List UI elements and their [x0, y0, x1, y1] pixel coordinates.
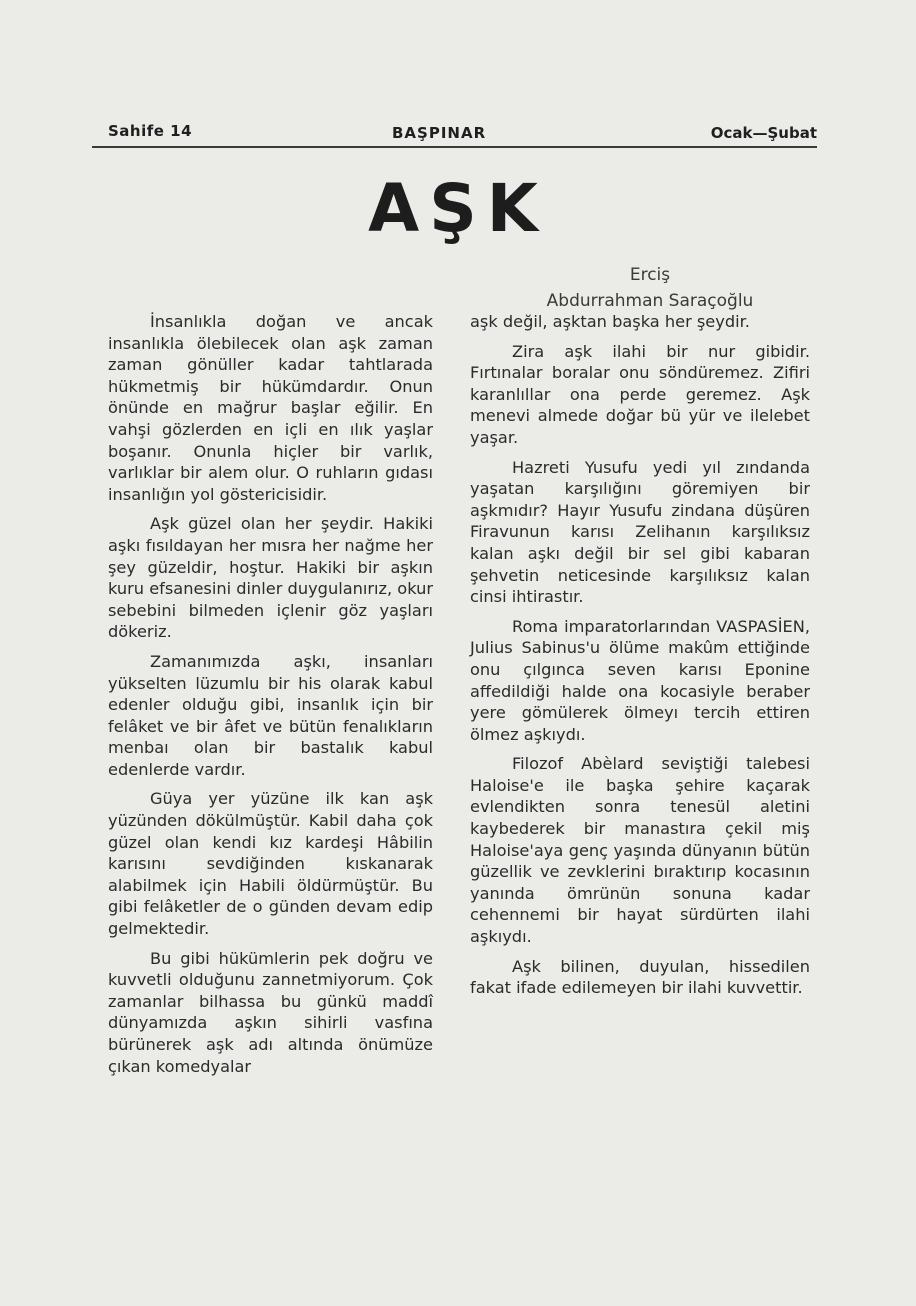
paragraph: İnsanlıkla doğan ve ancak insanlıkla ölebilecek olan aşk zaman zaman gönüller kadar tahtlarada hükmetmiş bir hükümdardır. Onun önünde en mağrur başlar eğilir. En vahşi gözlerden en içli en ılık yaşlar boşanır. Onunla hiçler bir varlık, varlıklar bir alem olur. O ruhların gıdası insanlığın yol göstericisidir.	[108, 312, 433, 504]
page-number: Sahife 14	[108, 122, 193, 140]
paragraph: Filozof Abèlard seviştiği talebesi Haloise'e ile başka şehire kaçarak evlendikten sonra tenesül aletini kaybederek bir manastıra çekil miş Haloise'aya genç yaşında dünyanın bütün güzellik ve zevklerini bıraktırıp kocasının yanında ömrünün sonuna kadar cehennemi bir hayat sürdürten ilahi aşkıydı.	[470, 754, 810, 947]
author-block	[480, 262, 820, 314]
left-column	[108, 311, 433, 1085]
paragraph: Aşk güzel olan her şeydir. Hakiki aşkı fısıldayan her mısra her nağme her şey güzeldir, hoştur. Hakiki bir aşkın kuru efsanesini dinler duygulanırız, okur sebebini bilmeden içlenir göz yaşları dökeriz.	[108, 514, 434, 642]
issue-date: Ocak—Şubat	[710, 124, 817, 142]
paragraph: Hazreti Yusufu yedi yıl zındanda yaşatan karşılığını göremiyen bir aşkmıdır? Hayır Yusufu zindana düşüren Firavunun karısı Zelihanın karşılıksız kalan aşkı değil bir sel gibi kabaran şehvetin neticesinde karşılıksız kalan cinsi ihtirastır.	[470, 457, 810, 607]
paragraph: Roma imparatorlarından VASPASİEN, Julius Sabinus'u ölüme makûm ettiğinde onu çılgınca seven karısı Eponine affedildiği halde ona kocasiyle beraber yere gömülerek ölmeyı tercih ettiren ölmez aşkıydı.	[470, 616, 810, 744]
paragraph-continuation: aşk değil, aşktan başka her şeydir.	[470, 312, 750, 331]
article-title: AŞK	[368, 170, 548, 247]
paragraph: Güya yer yüzüne ilk kan aşk yüzünden dökülmüştür. Kabil daha çok güzel olan kendi kız kardeşi Hâbilin karısını sevdiğinden kıskanarak alabilmek için Habili öldürmüştür. Bu gibi felâketler de o günden devam edip gelmektedir.	[108, 789, 433, 939]
author-place: Erciş	[629, 265, 671, 285]
page-header	[92, 122, 817, 148]
right-column	[470, 311, 810, 1007]
paragraph: Aşk bilinen, duyulan, hissedilen fakat ifade edilemeyen bir ilahi kuvvettir.	[470, 956, 810, 998]
paragraph: Bu gibi hükümlerin pek doğru ve kuvvetli olduğunu zannetmiyorum. Çok zamanlar bilhassa bu günkü maddî dünyamızda aşkın sihirli vasfına bürünerek aşk adı altında önümüze çıkan komedyalar	[108, 948, 433, 1076]
journal-name: BAŞPINAR	[392, 124, 487, 142]
author-name: Abdurrahman Saraçoğlu	[546, 291, 754, 311]
header-rule	[92, 146, 817, 148]
paragraph: Zamanımızda aşkı, insanları yükselten lüzumlu bir his olarak kabul edenler olduğu gibi, insanlık için bir felâket ve bir âfet ve bütün fenalıkların menbaı olan bir bastalık kabul edenlerde vardır.	[108, 651, 433, 779]
paragraph: Zira aşk ilahi bir nur gibidir. Fırtınalar boralar onu söndüremez. Zifiri karanlıllar ona perde geremez. Aşk menevi almede doğar bü yür ve ilelebet yaşar.	[470, 341, 810, 447]
